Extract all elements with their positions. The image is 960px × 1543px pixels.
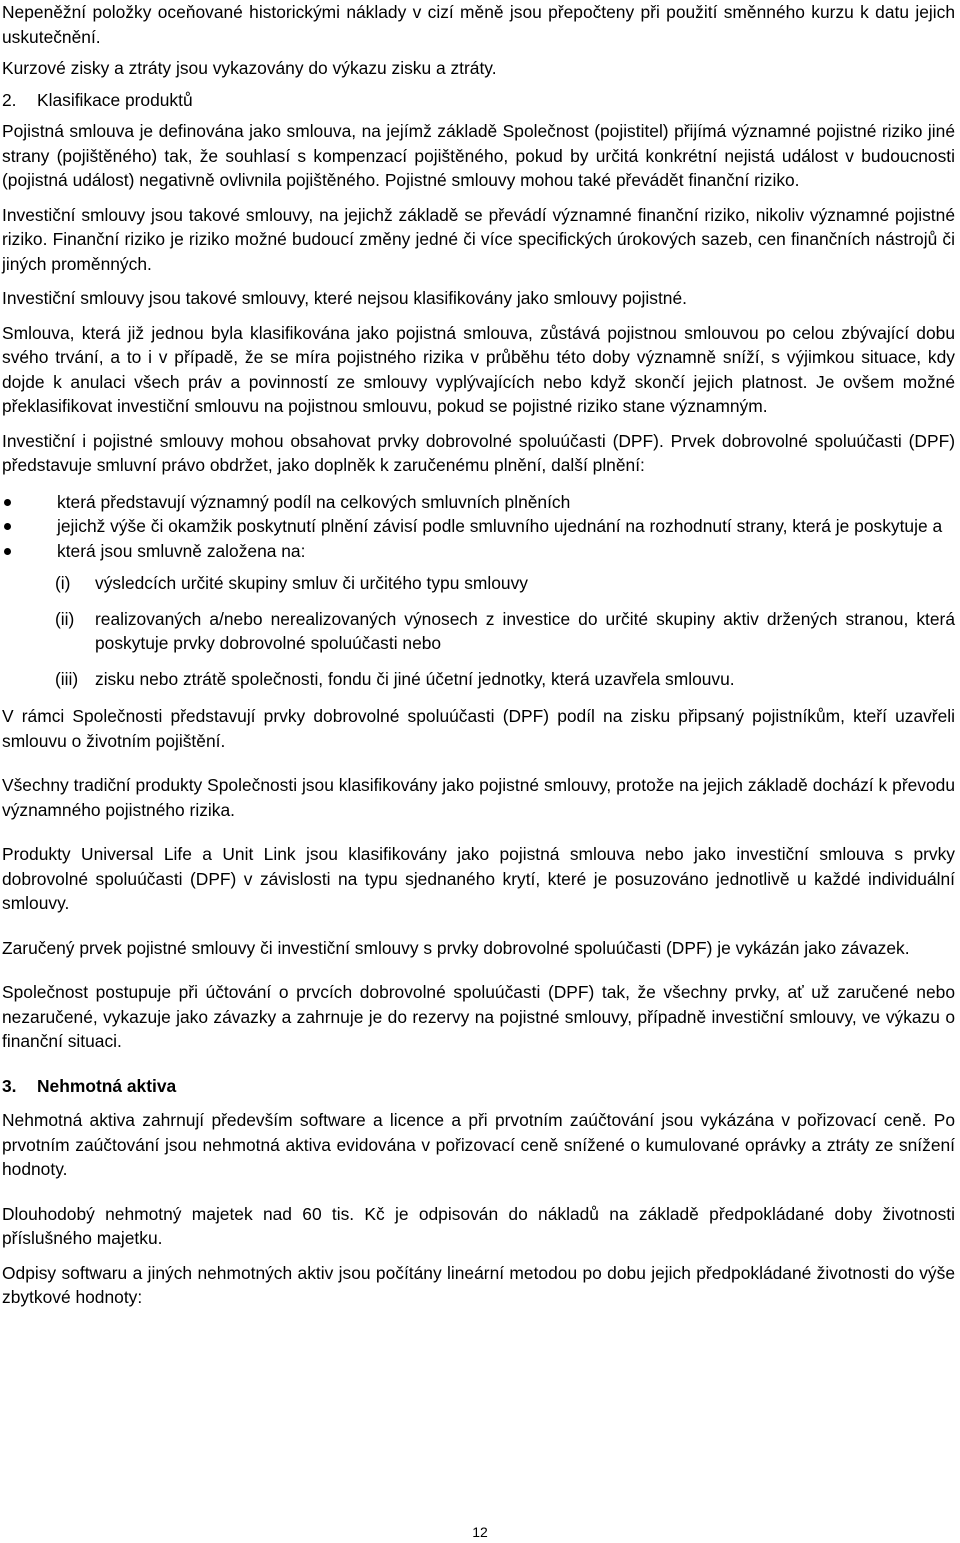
list-item: která jsou smluvně založena na: xyxy=(2,539,955,564)
list-item-text: výsledcích určité skupiny smluv či určitého typu smlouvy xyxy=(95,573,528,593)
section-number: 2. xyxy=(2,89,17,110)
list-item xyxy=(2,667,955,692)
bullet-icon xyxy=(4,523,11,530)
dpf-bullet-list xyxy=(2,490,955,564)
paragraph-dpf-profit-share: V rámci Společnosti představují prvky dobrovolné spoluúčasti (DPF) podíl na zisku připsaný pojistníkům, kteří uzavřeli smlouvu o životním pojištění. xyxy=(2,706,955,751)
list-item: která představují významný podíl na celkových smluvních plněních xyxy=(2,490,955,515)
list-item-text: realizovaných a/nebo nerealizovaných výnosech z investice do určité skupiny aktiv držených stranou, která poskytuje prvky dobrovolné spoluúčasti nebo xyxy=(95,608,955,653)
section-heading-product-classification xyxy=(2,88,955,113)
bullet-icon xyxy=(4,548,11,555)
list-item xyxy=(2,607,955,656)
list-item-text: zisku nebo ztrátě společnosti, fondu či jiné účetní jednotky, která uzavřela smlouvu. xyxy=(95,668,735,689)
list-item-label: (ii) xyxy=(55,608,75,629)
paragraph-intangible-assets-threshold: Dlouhodobý nehmotný majetek nad 60 tis. Kč je odpisován do nákladů na základě předpokládané doby životnosti příslušného majetku. xyxy=(2,1203,955,1248)
paragraph-dpf-intro: Investiční i pojistné smlouvy mohou obsahovat prvky dobrovolné spoluúčasti (DPF). Prvek dobrovolné spoluúčasti (DPF) představuje smluvní právo obdržet, jako doplněk k zaručenému plnění, další plnění: xyxy=(2,430,955,475)
list-item-label: (iii) xyxy=(55,668,79,689)
paragraph-reclassification: Smlouva, která již jednou byla klasifikována jako pojistná smlouva, zůstává pojistnou smlouvou po celou zbývající dobu svého trvání, a to i v případě, že se míra pojistného rizika v průběhu této doby významně sníží, s výjimkou situace, kdy dojde k anulaci všech práv a povinností ze smlouvy vyplývajících nebo když skončí jejich platnost. Je ovšem možné překlasifikovat investiční smlouvu na pojistnou smlouvu, pokud se pojistné riziko stane významným. xyxy=(2,322,955,416)
paragraph-intangible-assets-amortization: Odpisy softwaru a jiných nehmotných aktiv jsou počítány lineární metodou po dobu jejich předpokládané životnosti do výše zbytkové hodnoty: xyxy=(2,1262,955,1307)
paragraph-guaranteed-element: Zaručený prvek pojistné smlouvy či investiční smlouvy s prvky dobrovolné spoluúčasti (DPF) je vykázán jako závazek. xyxy=(2,937,910,958)
paragraph-traditional-products: Všechny tradiční produkty Společnosti jsou klasifikovány jako pojistné smlouvy, protože na jejich základě dochází k převodu významného pojistného rizika. xyxy=(2,775,955,820)
paragraph-insurance-contract-definition: Pojistná smlouva je definována jako smlouva, na jejímž základě Společnost (pojistitel) přijímá významné pojistné riziko jiné strany (pojištěného) tak, že souhlasí s kompenzací pojištěného, pokud by určitá konkrétní nejistá událost v budoucnosti (pojistná událost) negativně ovlivnila pojištěného. Pojistné smlouvy mohou také převádět finanční riziko. xyxy=(2,121,955,190)
paragraph-investment-contract-note: Investiční smlouvy jsou takové smlouvy, které nejsou klasifikovány jako smlouvy pojistné. xyxy=(2,288,687,308)
paragraph-dpf-accounting: Společnost postupuje při účtování o prvcích dobrovolné spoluúčasti (DPF) tak, že všechny prvky, ať už zaručené nebo nezaručené, vykazuje jako závazky a zahrnuje je do rezervy na pojistné smlouvy, případně investiční smlouvy, ve výkazu o finanční situaci. xyxy=(2,982,955,1051)
paragraph-investment-contract-definition: Investiční smlouvy jsou takové smlouvy, na jejichž základě se převádí významné finanční riziko, nikoliv významné pojistné riziko. Finanční riziko je riziko možné budoucí změny jedné či více specifických úrokových sazeb, cen finančních nástrojů či jiných proměnných. xyxy=(2,204,955,274)
paragraph-universal-life-unit-link: Produkty Universal Life a Unit Link jsou klasifikovány jako pojistná smlouva nebo jako investiční smlouva s prvky dobrovolné spoluúčasti (DPF) v závislosti na typu sjednaného krytí, které je posuzováno jednotlivě u každé individuální smlouvy. xyxy=(2,844,955,913)
list-item: jejichž výše či okamžik poskytnutí plnění závisí podle smluvního ujednání na rozhodnutí strany, která je poskytuje a xyxy=(2,514,955,539)
paragraph-currency-gains: Kurzové zisky a ztráty jsou vykazovány do výkazu zisku a ztráty. xyxy=(2,58,497,78)
dpf-roman-list xyxy=(2,571,955,691)
page-content xyxy=(2,0,955,1310)
section-title: Klasifikace produktů xyxy=(37,89,193,110)
bullet-icon xyxy=(4,499,11,506)
section-heading-intangible-assets xyxy=(2,1074,955,1099)
section-title: Nehmotná aktiva xyxy=(37,1075,177,1096)
paragraph-currency-translation: Nepeněžní položky oceňované historickými náklady v cizí měně jsou přepočteny při použití směnného kurzu k datu jejich uskutečnění. xyxy=(2,2,955,47)
page-number: 12 xyxy=(472,1524,488,1540)
paragraph-intangible-assets-recognition: Nehmotná aktiva zahrnují především software a licence a při prvotním zaúčtování jsou vykázána v pořizovací ceně. Po prvotním zaúčtování jsou nehmotná aktiva evidována v pořizovací ceně snížené o kumulované oprávky a ztráty ze snížení hodnoty. xyxy=(2,1110,955,1179)
list-item xyxy=(2,571,955,596)
section-number: 3. xyxy=(2,1075,17,1096)
list-item-label: (i) xyxy=(55,573,71,593)
